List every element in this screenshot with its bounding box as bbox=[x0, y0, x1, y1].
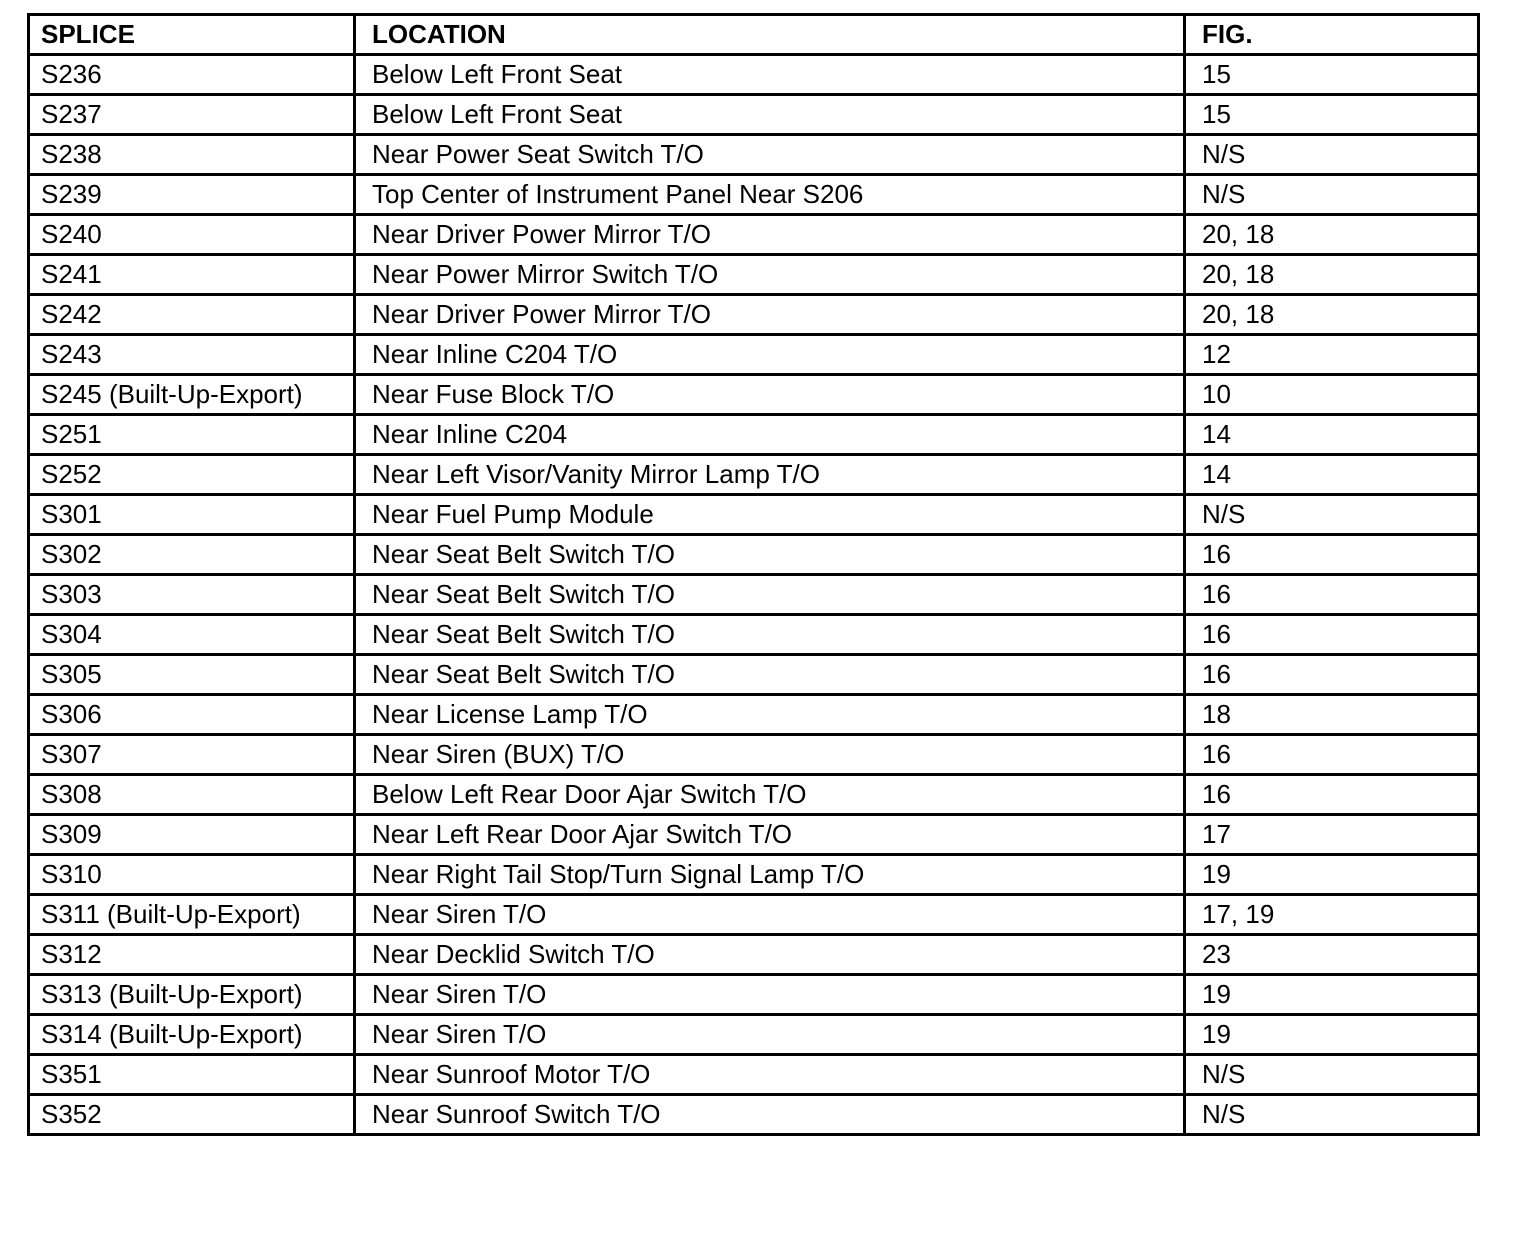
fig-cell: 16 bbox=[1185, 575, 1479, 615]
fig-cell: 19 bbox=[1185, 1015, 1479, 1055]
fig-cell: 12 bbox=[1185, 335, 1479, 375]
fig-cell: N/S bbox=[1185, 1095, 1479, 1135]
splice-cell: S241 bbox=[29, 255, 355, 295]
table-header-row bbox=[29, 15, 1479, 55]
location-cell: Below Left Front Seat bbox=[355, 95, 1185, 135]
header-fig: FIG. bbox=[1185, 15, 1479, 55]
table-row bbox=[29, 415, 1479, 455]
fig-cell: 10 bbox=[1185, 375, 1479, 415]
location-cell: Near Left Visor/Vanity Mirror Lamp T/O bbox=[355, 455, 1185, 495]
table-row bbox=[29, 295, 1479, 335]
table-row bbox=[29, 615, 1479, 655]
header-splice: SPLICE bbox=[29, 15, 355, 55]
table-body bbox=[29, 55, 1479, 1135]
fig-cell: 14 bbox=[1185, 415, 1479, 455]
splice-cell: S307 bbox=[29, 735, 355, 775]
splice-cell: S302 bbox=[29, 535, 355, 575]
splice-cell: S304 bbox=[29, 615, 355, 655]
splice-cell: S236 bbox=[29, 55, 355, 95]
table-row bbox=[29, 375, 1479, 415]
splice-cell: S240 bbox=[29, 215, 355, 255]
location-cell: Near Power Seat Switch T/O bbox=[355, 135, 1185, 175]
location-cell: Near Sunroof Switch T/O bbox=[355, 1095, 1185, 1135]
splice-cell: S303 bbox=[29, 575, 355, 615]
location-cell: Near Fuse Block T/O bbox=[355, 375, 1185, 415]
fig-cell: 20, 18 bbox=[1185, 215, 1479, 255]
table-row bbox=[29, 1015, 1479, 1055]
fig-cell: 16 bbox=[1185, 775, 1479, 815]
fig-cell: 18 bbox=[1185, 695, 1479, 735]
table-row bbox=[29, 175, 1479, 215]
splice-cell: S243 bbox=[29, 335, 355, 375]
splice-cell: S306 bbox=[29, 695, 355, 735]
table-row bbox=[29, 215, 1479, 255]
splice-cell: S239 bbox=[29, 175, 355, 215]
splice-cell: S237 bbox=[29, 95, 355, 135]
fig-cell: N/S bbox=[1185, 135, 1479, 175]
location-cell: Below Left Front Seat bbox=[355, 55, 1185, 95]
location-cell: Near Fuel Pump Module bbox=[355, 495, 1185, 535]
table-row bbox=[29, 55, 1479, 95]
location-cell: Near Decklid Switch T/O bbox=[355, 935, 1185, 975]
splice-cell: S351 bbox=[29, 1055, 355, 1095]
location-cell: Near Driver Power Mirror T/O bbox=[355, 295, 1185, 335]
location-cell: Near Inline C204 bbox=[355, 415, 1185, 455]
location-cell: Near Seat Belt Switch T/O bbox=[355, 535, 1185, 575]
splice-location-table bbox=[27, 13, 1480, 1136]
table-row bbox=[29, 1055, 1479, 1095]
table-row bbox=[29, 95, 1479, 135]
table-row bbox=[29, 695, 1479, 735]
location-cell: Near Siren T/O bbox=[355, 975, 1185, 1015]
location-cell: Near Power Mirror Switch T/O bbox=[355, 255, 1185, 295]
location-cell: Below Left Rear Door Ajar Switch T/O bbox=[355, 775, 1185, 815]
fig-cell: 16 bbox=[1185, 735, 1479, 775]
location-cell: Near Siren (BUX) T/O bbox=[355, 735, 1185, 775]
splice-cell: S252 bbox=[29, 455, 355, 495]
location-cell: Near License Lamp T/O bbox=[355, 695, 1185, 735]
fig-cell: N/S bbox=[1185, 495, 1479, 535]
splice-cell: S313 (Built-Up-Export) bbox=[29, 975, 355, 1015]
splice-cell: S251 bbox=[29, 415, 355, 455]
table-row bbox=[29, 975, 1479, 1015]
fig-cell: 17, 19 bbox=[1185, 895, 1479, 935]
fig-cell: 20, 18 bbox=[1185, 295, 1479, 335]
splice-cell: S245 (Built-Up-Export) bbox=[29, 375, 355, 415]
fig-cell: 20, 18 bbox=[1185, 255, 1479, 295]
header-location: LOCATION bbox=[355, 15, 1185, 55]
table-row bbox=[29, 495, 1479, 535]
splice-cell: S301 bbox=[29, 495, 355, 535]
splice-cell: S308 bbox=[29, 775, 355, 815]
location-cell: Near Sunroof Motor T/O bbox=[355, 1055, 1185, 1095]
table-row bbox=[29, 255, 1479, 295]
location-cell: Near Inline C204 T/O bbox=[355, 335, 1185, 375]
location-cell: Near Left Rear Door Ajar Switch T/O bbox=[355, 815, 1185, 855]
fig-cell: 15 bbox=[1185, 95, 1479, 135]
table-row bbox=[29, 735, 1479, 775]
table-row bbox=[29, 815, 1479, 855]
fig-cell: N/S bbox=[1185, 175, 1479, 215]
splice-cell: S242 bbox=[29, 295, 355, 335]
fig-cell: 16 bbox=[1185, 615, 1479, 655]
fig-cell: 19 bbox=[1185, 855, 1479, 895]
splice-cell: S305 bbox=[29, 655, 355, 695]
table-row bbox=[29, 655, 1479, 695]
fig-cell: 16 bbox=[1185, 535, 1479, 575]
location-cell: Near Seat Belt Switch T/O bbox=[355, 575, 1185, 615]
table-row bbox=[29, 935, 1479, 975]
splice-cell: S309 bbox=[29, 815, 355, 855]
fig-cell: 15 bbox=[1185, 55, 1479, 95]
splice-cell: S311 (Built-Up-Export) bbox=[29, 895, 355, 935]
table-row bbox=[29, 135, 1479, 175]
location-cell: Near Driver Power Mirror T/O bbox=[355, 215, 1185, 255]
location-cell: Top Center of Instrument Panel Near S206 bbox=[355, 175, 1185, 215]
fig-cell: 16 bbox=[1185, 655, 1479, 695]
location-cell: Near Siren T/O bbox=[355, 895, 1185, 935]
splice-cell: S352 bbox=[29, 1095, 355, 1135]
splice-table-container bbox=[27, 13, 1477, 1136]
table-row bbox=[29, 775, 1479, 815]
splice-cell: S238 bbox=[29, 135, 355, 175]
table-row bbox=[29, 455, 1479, 495]
fig-cell: 19 bbox=[1185, 975, 1479, 1015]
fig-cell: 14 bbox=[1185, 455, 1479, 495]
splice-cell: S310 bbox=[29, 855, 355, 895]
fig-cell: 23 bbox=[1185, 935, 1479, 975]
table-row bbox=[29, 535, 1479, 575]
splice-cell: S312 bbox=[29, 935, 355, 975]
location-cell: Near Seat Belt Switch T/O bbox=[355, 655, 1185, 695]
table-row bbox=[29, 575, 1479, 615]
location-cell: Near Siren T/O bbox=[355, 1015, 1185, 1055]
table-row bbox=[29, 855, 1479, 895]
splice-cell: S314 (Built-Up-Export) bbox=[29, 1015, 355, 1055]
fig-cell: N/S bbox=[1185, 1055, 1479, 1095]
table-row bbox=[29, 1095, 1479, 1135]
fig-cell: 17 bbox=[1185, 815, 1479, 855]
table-row bbox=[29, 895, 1479, 935]
location-cell: Near Right Tail Stop/Turn Signal Lamp T/O bbox=[355, 855, 1185, 895]
location-cell: Near Seat Belt Switch T/O bbox=[355, 615, 1185, 655]
table-row bbox=[29, 335, 1479, 375]
